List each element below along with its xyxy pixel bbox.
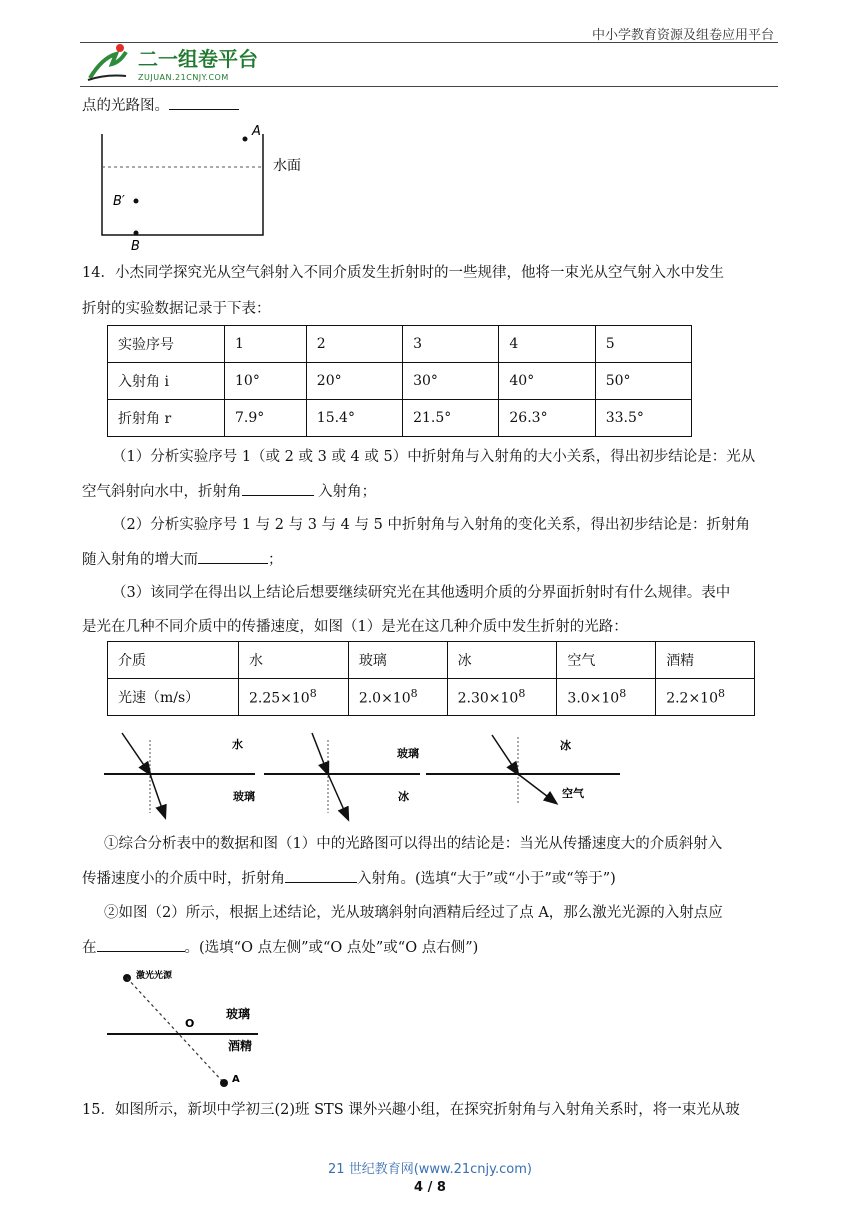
table-row [108,679,755,716]
page-number: 4 / 8 [414,1180,446,1195]
table-cell: 40° [499,363,595,400]
refracted-ray [150,774,165,817]
table-row [108,326,692,363]
angle-data-table [107,325,692,437]
table-cell: 光速（m/s） [108,679,239,716]
q14-part3-line1: （3）该同学在得出以上结论后想要继续研究光在其他透明介质的分界面折射时有什么规律。表中 [112,585,731,601]
table-cell: $2.25\times 10^8$ [239,679,349,716]
q14-part1-line2 [82,481,376,502]
point-a-label: A [232,1074,240,1085]
table-cell: 介质 [108,642,239,679]
laser-label: 激光光源 [136,971,173,981]
table-row [108,642,755,679]
label-b: B [131,239,140,254]
refracted-ray [518,774,556,803]
table-cell: $2.30\times 10^8$ [447,679,557,716]
q14-c1-text-end: 入射角。(选填“大于”或“小于”或“等于”) [357,871,616,887]
incident-ray [312,733,328,774]
alcohol-label: 酒精 [228,1039,253,1053]
q14-intro-line1: 14．小杰同学探究光从空气斜射入不同介质发生折射时的一些规律，他将一束光从空气射入水中发生 [82,265,724,281]
point-b [134,231,139,236]
label-a: A [252,124,261,139]
q14-part3-line2: 是光在几种不同介质中的传播速度，如图（1）是光在这几种介质中发生折射的光路： [82,619,628,635]
table-cell: 21.5° [403,400,499,437]
footer-site: 21 世纪教育网(www.21cnjy.com) [328,1162,532,1177]
platform-name: 中小学教育资源及组卷应用平台 [591,28,774,43]
q15-line1: 15．如图所示，新坝中学初三(2)班 STS 课外兴趣小组，在探究折射角与入射角关系时，将一束光从玻 [82,1102,740,1118]
q14-part2-line1: （2）分析实验序号 1 与 2 与 3 与 4 与 5 中折射角与入射角的变化关系，得出初步结论是：折射角 [112,517,750,533]
point-o-label: O [185,1017,195,1030]
point-a [243,137,248,142]
table-cell: $2.0\times 10^8$ [348,679,447,716]
q13-tail-text: 点的光路图。 [82,98,169,114]
q14-c1-line1: ①综合分析表中的数据和图（1）中的光路图可以得出的结论是：当光从传播速度大的介质斜射入 [104,836,723,852]
table-cell: $2.2\times 10^8$ [656,679,755,716]
logo-url: ZUJUAN.21CNJY.COM [138,73,229,82]
q14-part2-text-end: ； [268,552,283,568]
q14-c1-text: 传播速度小的介质中时，折射角 [82,871,285,887]
p2-bottom-label: 冰 [398,790,409,803]
table-cell: 33.5° [595,400,691,437]
q14-part2-text: 随入射角的增大而 [82,552,198,568]
glass-label: 玻璃 [226,1007,251,1021]
table-cell: 酒精 [656,642,755,679]
light-speed-table [107,641,755,716]
refracted-ray [328,774,348,819]
dashed-ray [127,978,224,1083]
table-cell: 入射角 i [108,363,225,400]
table-cell: 20° [306,363,402,400]
q14-c1-line2 [82,868,616,889]
table-row [108,363,692,400]
refraction-diagram-1 [100,725,620,825]
q13-tail [82,95,239,116]
q14-c2-text: 在 [82,940,97,956]
q13-figure [95,120,325,255]
answer-blank [285,868,357,883]
table-cell: 5 [595,326,691,363]
answer-blank [97,937,185,952]
p2-top-label: 玻璃 [397,747,419,760]
q14-c2-line2 [82,937,478,958]
q14-c2-line1: ②如图（2）所示，根据上述结论，光从玻璃斜射向酒精后经过了点 A，那么激光光源的入射点应 [104,905,723,921]
table-cell: 水 [239,642,349,679]
table-cell: 26.3° [499,400,595,437]
table-cell: 冰 [447,642,557,679]
q14-part1-line1: （1）分析实验序号 1（或 2 或 3 或 4 或 5）中折射角与入射角的大小关系，得出初步结论是：光从 [112,449,756,465]
answer-blank [169,95,239,110]
table-cell: 折射角 r [108,400,225,437]
p1-bottom-label: 玻璃 [233,790,255,803]
table-cell: 1 [225,326,307,363]
table-cell: 30° [403,363,499,400]
table-cell: 玻璃 [348,642,447,679]
table-cell: 空气 [557,642,656,679]
q14-c2-text-end: 。(选填“O 点左侧”或“O 点处”或“O 点右侧”) [184,940,479,956]
table-cell: 2 [306,326,402,363]
table-row [108,400,692,437]
q14-intro-line2: 折射的实验数据记录于下表： [82,301,271,317]
point-b-prime [134,199,139,204]
table-cell: 50° [595,363,691,400]
table-cell: 4 [499,326,595,363]
p3-bottom-label: 空气 [562,787,584,800]
incident-ray [492,735,518,774]
label-water-surface: 水面 [273,158,301,174]
q14-part1-text-end: 入射角； [313,484,377,500]
label-b-prime: B′ [113,194,125,209]
answer-blank [198,549,268,564]
table-cell: 7.9° [225,400,307,437]
incident-ray [122,733,150,774]
table-cell: $3.0\times 10^8$ [557,679,656,716]
table-cell: 10° [225,363,307,400]
table-cell: 15.4° [306,400,402,437]
refraction-diagram-2 [100,965,270,1090]
logo-title: 二一组卷平台 [138,47,258,71]
q14-part2-line2 [82,549,283,570]
p1-top-label: 水 [232,738,243,751]
table-cell: 3 [403,326,499,363]
q14-part1-text: 空气斜射向水中，折射角 [82,484,242,500]
p3-top-label: 冰 [560,739,571,752]
zujuan-logo [82,40,282,86]
point-a [220,1079,228,1087]
answer-blank [242,481,314,496]
header-divider-bottom [80,86,778,87]
table-cell: 实验序号 [108,326,225,363]
